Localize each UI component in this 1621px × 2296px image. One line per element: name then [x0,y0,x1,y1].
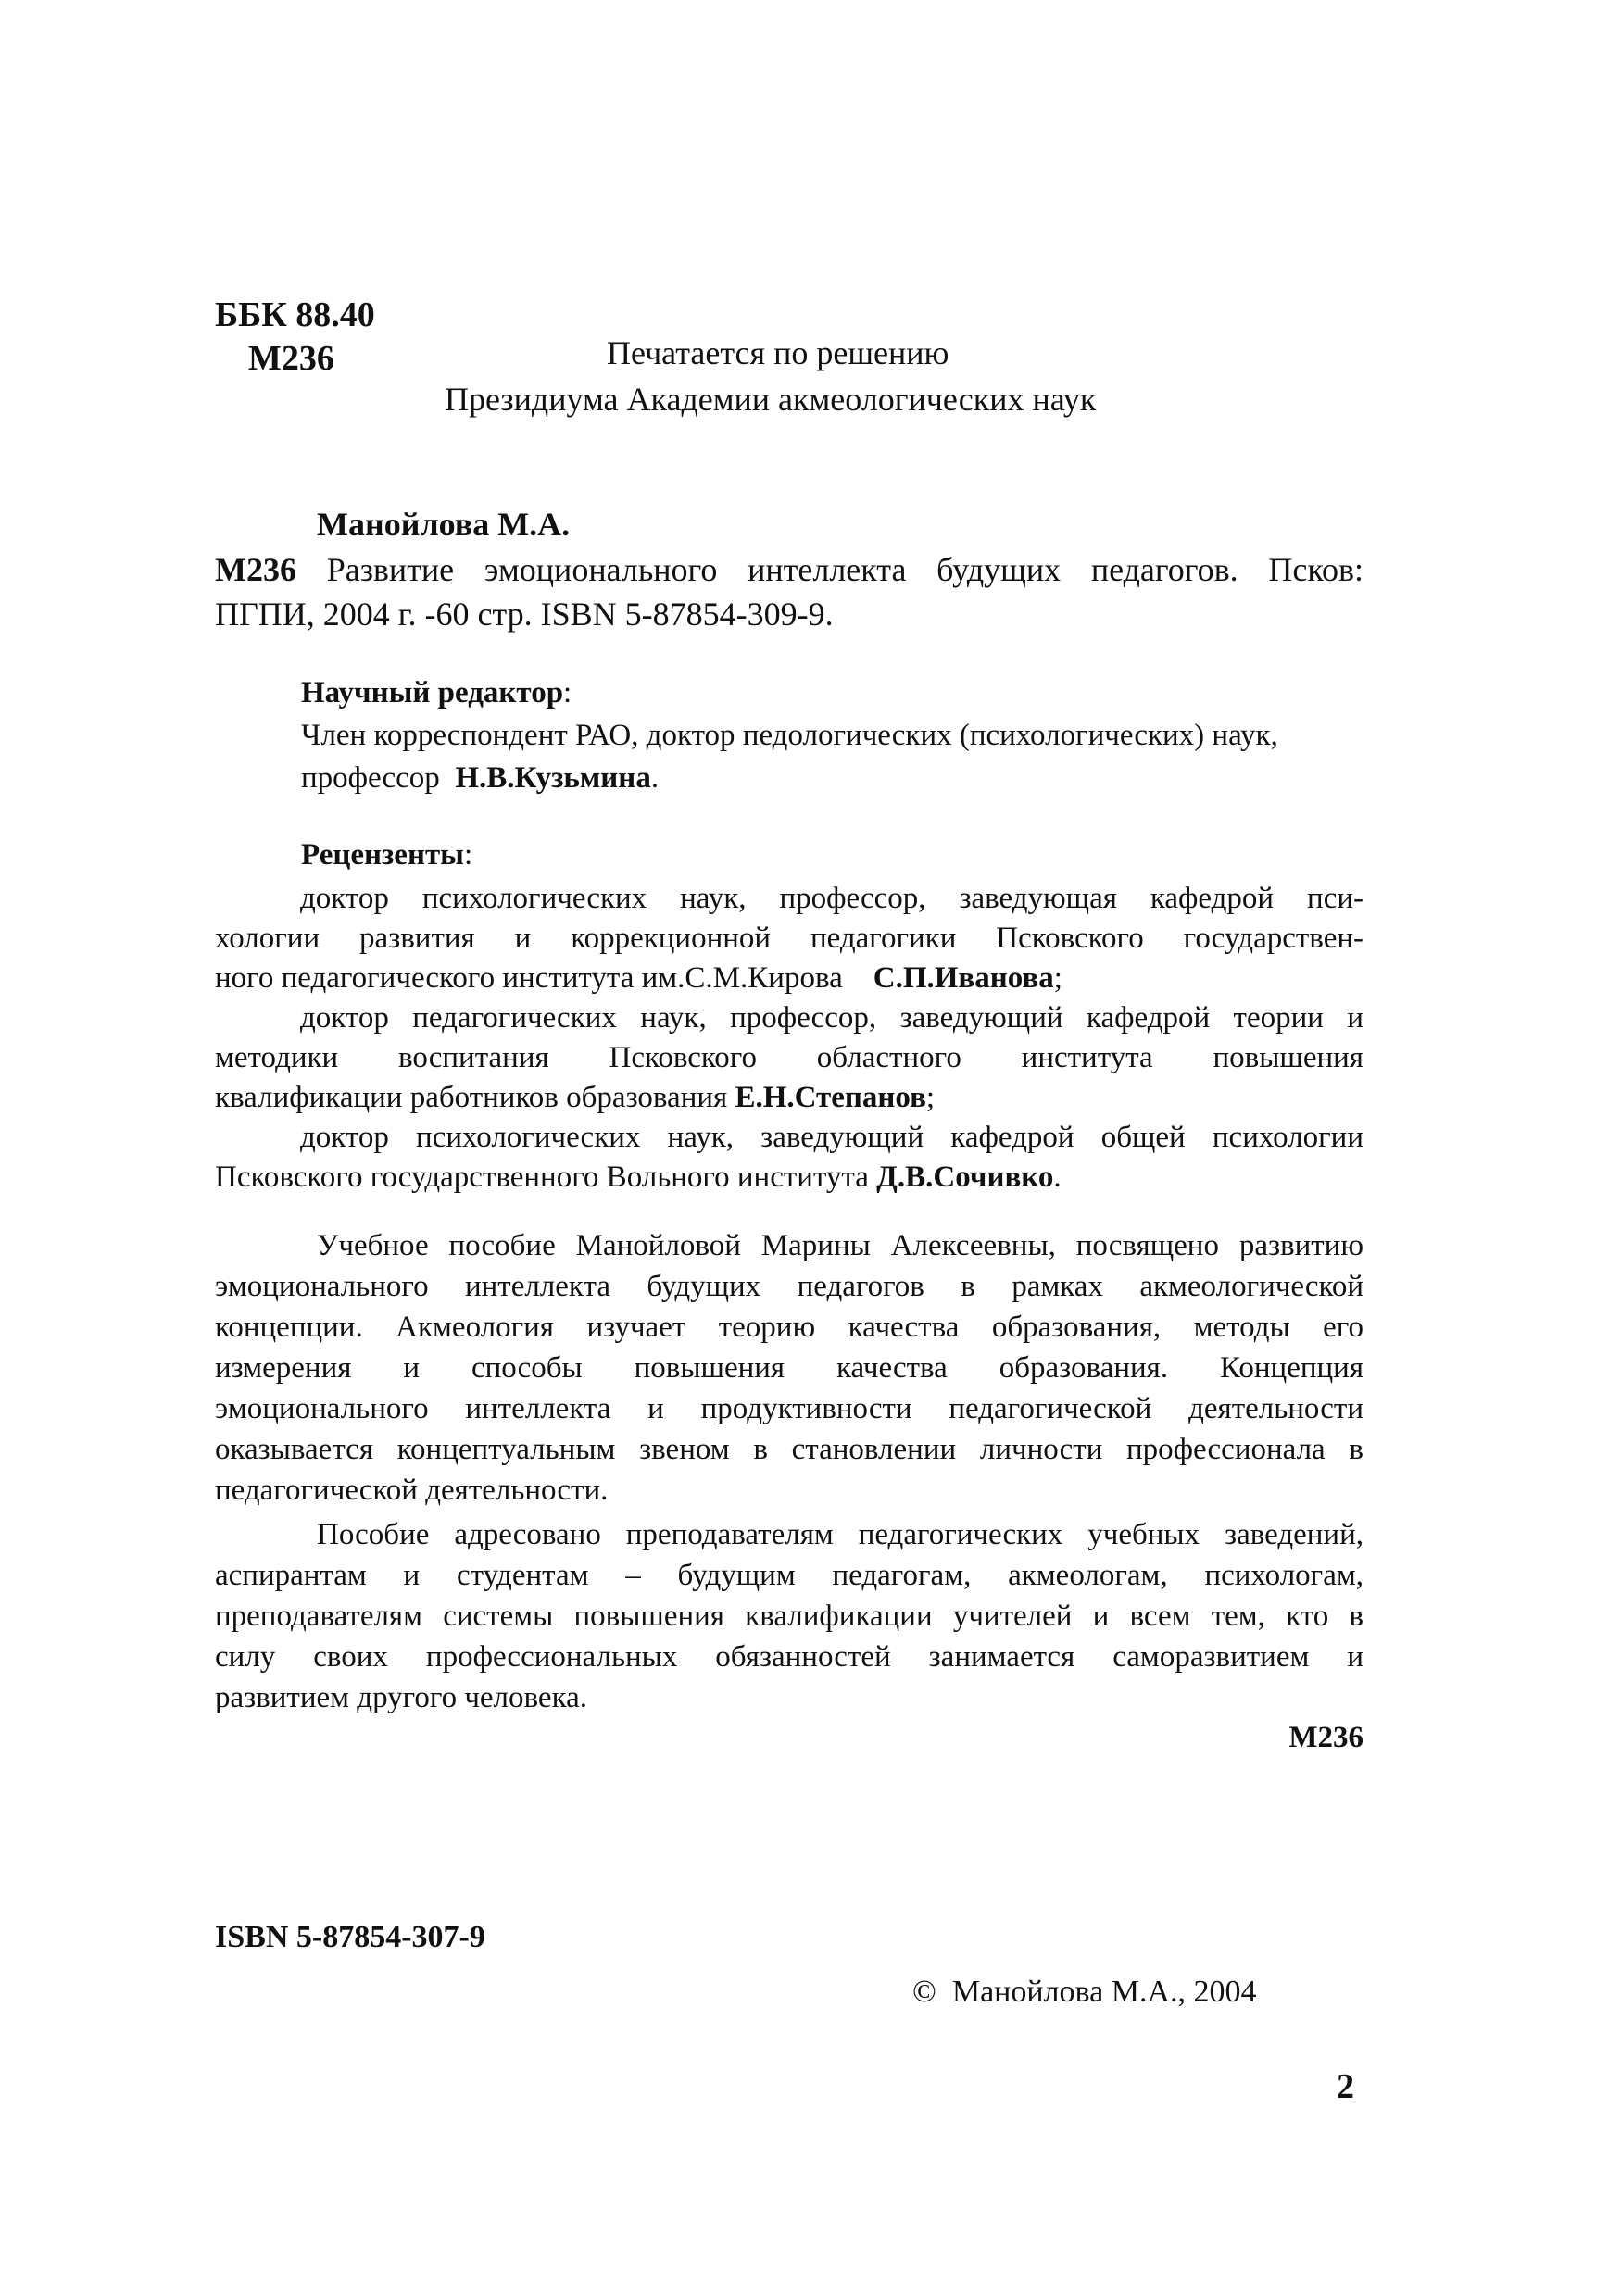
abstract-p1-line-4: измерения и способы повышения качества образования. Концепция [215,1351,1363,1385]
reviewer-2-affiliation: квалификации работников образования [215,1081,728,1114]
reviewer-1-line-3 [215,957,1363,999]
citation-author: Манойлова М.А. [317,506,571,543]
citation-text-1: Развитие эмоционального интеллекта будущих педагогов. Псков: [326,551,1363,588]
reviewer-2-line-3 [215,1076,1363,1119]
abstract-p2-line-5: развитием другого человека. [215,1681,587,1714]
reviewer-3-affiliation: Псковского государственного Вольного института [215,1161,869,1194]
citation-code: М236 [215,551,296,588]
editor-colon: : [563,676,572,709]
reviewers-heading-line [301,838,472,872]
abstract-p1-line-5: эмоционального интеллекта и продуктивности педагогической деятельности [215,1392,1363,1425]
reviewer-1-end: ; [1053,961,1062,995]
abstract-code: М236 [1288,1721,1363,1754]
reviewer-3-name: Д.В.Сочивко [876,1161,1054,1194]
reviewer-1-affiliation: ного педагогического института им.С.М.Кирова [215,961,843,995]
editor-name: Н.В.Кузьмина [455,761,651,795]
reviewer-3-line-1: доктор психологических наук, заведующий кафедрой общей психологии [300,1121,1363,1154]
reviewers-heading: Рецензенты [301,838,464,872]
reviewer-2-line-1: доктор педагогических наук, профессор, заведующий кафедрой теории и [300,1001,1363,1035]
bbk-label: ББК 88.40 [215,295,375,334]
header-code: М236 [248,339,334,378]
abstract-p2-line-4: силу своих профессиональных обязанностей занимается саморазвитием и [215,1640,1363,1674]
abstract-p1-line-2: эмоционального интеллекта будущих педагогов в рамках акмеологической [215,1270,1363,1303]
page-number: 2 [1337,2067,1354,2106]
approval-line-2: Президиума Академии акмеологических наук [445,381,1097,418]
approval-line-1: Печатается по решению [607,334,949,371]
reviewer-2-end: ; [925,1081,936,1114]
abstract-p1-line-7: педагогической деятельности. [215,1474,609,1507]
abstract-p2-line-2: аспирантам и студентам – будущим педагогам, акмеологам, психологам, [215,1559,1363,1592]
abstract-p1-line-1: Учебное пособие Манойловой Марины Алексеевны, посвящено развитию [317,1229,1363,1262]
reviewer-1-line-2: хологии развития и коррекционной педагогики Псковского государствен- [215,922,1363,955]
abstract-p1-line-6: оказывается концептуальным звеном в становлении личности профессионала в [215,1433,1363,1466]
citation-line-2: ПГПИ, 2004 г. -60 стр. ISBN 5-87854-309-9. [215,596,834,633]
citation-line-1 [215,548,1363,591]
reviewer-1-name: С.П.Иванова [873,961,1054,995]
editor-heading: Научный редактор [301,676,564,709]
reviewers-colon: : [463,838,473,872]
abstract-p1-line-3: концепции. Акмеология изучает теорию качества образования, методы его [215,1311,1363,1344]
editor-line-2 [301,761,659,796]
editor-period: . [650,761,660,795]
reviewer-3-end: . [1053,1161,1062,1194]
reviewer-2-line-2: методики воспитания Псковского областного института повышения [215,1041,1363,1074]
reviewer-3-line-2 [215,1156,1363,1198]
abstract-p2-line-1: Пособие адресовано преподавателям педагогических учебных заведений, [317,1518,1363,1551]
copyright: © Манойлова М.А., 2004 [912,1975,1257,2009]
editor-heading-line [301,676,572,710]
reviewer-1-line-1: доктор психологических наук, профессор, заведующая кафедрой пси- [300,882,1363,915]
isbn: ISBN 5-87854-307-9 [215,1920,485,1954]
abstract-p2-line-3: преподавателям системы повышения квалификации учителей и всем тем, кто в [215,1600,1363,1633]
editor-title: профессор [301,761,440,795]
reviewer-2-name: Е.Н.Степанов [735,1081,926,1114]
editor-line-1: Член корреспондент РАО, доктор педологических (психологических) наук, [301,719,1278,752]
